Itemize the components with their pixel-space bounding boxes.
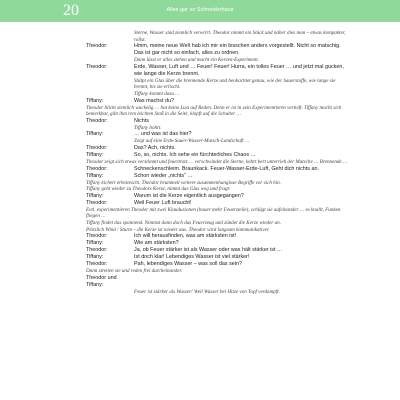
stage-direction: Plötzlich Wind / Sturm – die Kerze ist wieder aus. Theodor wird langsam kommunikativer. (86, 226, 270, 233)
stage-direction: Tiffany findet das spannend. Nimmst dann doch das Feuerzeug und zündet die Kerze wieder an. (86, 219, 281, 226)
stage-direction: Tiffany kommt dazu … (134, 90, 180, 97)
dialogue-line (86, 64, 348, 78)
dialogue-line (86, 247, 348, 254)
dialogue-line (86, 275, 348, 289)
speech-text: Wie am stärksten? (134, 240, 179, 247)
dialogue-line (86, 145, 348, 152)
page-header-band (0, 0, 400, 22)
speaker-name: Theodor: (86, 247, 108, 254)
speaker-name: Theodor: (86, 199, 108, 206)
stage-direction: Evtl. experimentieren Theodor mit zwei Klaudusionen (bauer mehr Feuersteile), schlägt sie aufeinander … es knallt, Funken fliegen … (86, 206, 341, 220)
stage-direction: Theodor zeigt sich etwas verstimmt und feuertrotz … verschwindet die Sterne, kehrt bert unterrieh der Matsche … Brennende … (86, 158, 348, 165)
dialogue-line (86, 43, 348, 57)
speech-text: Erde, Wasser, Luft und … Feuer! Feuer! Hurra, ein tolles Feuer … und jetzt mal gucken, wie lange die Kerze brennt. (134, 63, 344, 77)
speaker-name: Theodor: (86, 261, 108, 268)
speech-text: … und was ist das hier? (134, 131, 192, 138)
speaker-name: Tiffany: (86, 97, 104, 104)
stage-direction: Tiffany bohrt. (134, 124, 162, 131)
speaker-name: Theodor: (86, 144, 108, 151)
speech-text: Nichts (134, 117, 149, 124)
script-body (86, 30, 348, 295)
dialogue-line (86, 240, 348, 247)
speaker-name: Theodor: (86, 165, 108, 172)
stage-direction: Stülpt ein Glas über die brennende Kerze und beobachtet genau, wie der Sauerstoffe, wie lange sie brennt, bis sie erlischt. (134, 77, 336, 91)
speech-text: So, so, nichts. Ich sehe ein fürchterliches Chaos … (134, 151, 256, 158)
speech-text: Warum ist die Kerze eigentlich ausgegangen? (134, 192, 244, 199)
speech-text: Schneckenschleim. Braunkack. Feuer-Wasser-Erde-Luft, Geht dich nichts an. (134, 165, 319, 172)
speaker-name: Theodor: (86, 63, 108, 70)
speaker-name: Tiffany: (86, 240, 104, 247)
stage-direction: Dann streiten sie und reden frei durcheinander. (86, 268, 183, 275)
speech-text: Was machst du? (134, 97, 174, 104)
speech-text: Schon wieder „nichts“ … (134, 172, 193, 179)
dialogue-line (86, 173, 348, 180)
dialogue-line (86, 193, 348, 200)
dialogue-line (86, 118, 348, 125)
dialogue-line (86, 233, 348, 240)
speaker-name: Tiffany: (86, 254, 104, 261)
speaker-name: Theodor: (86, 43, 108, 50)
speech-text: Pah, lebendiges Wasser – was soll das sein? (134, 261, 242, 268)
stage-direction: Dann lässt er alles stehen und macht ein Kerzen-Experiment. (134, 57, 259, 64)
dialogue-line (86, 166, 348, 173)
speaker-name: Theodor: (86, 233, 108, 240)
speaker-name: Tiffany: (86, 131, 104, 138)
speech-text: Ja, ob Feuer stärker ist als Wasser oder was hält stärker ist … (134, 247, 283, 254)
speech-text: Ich will herausfinden, was am stärksten ist! (134, 233, 237, 240)
stage-direction: Theodor blickt ziemlich wackelig … hat keine Lust auf Reden. Denn er ist in sein Experimentieren vertieft. Tiffany macht sich bemerkbar, gibt ihm rem leichten Stoß in die Seite, klopft auf die Schulter … (86, 104, 342, 118)
stage-direction: Feuer ist stärker als Wasser! Weil Wasser bei Hitze von Topf verdampft. (134, 288, 280, 295)
speaker-name: Tiffany: (86, 151, 104, 158)
speech-text: Hmm, meine neue Welt hab ich mir ein bisschen anders vorgestellt. Nicht so matschig. Das ist gar nicht so einfach, alles zu ordnen. (134, 43, 341, 57)
speech-text: Weil Feuer Luft braucht! (134, 199, 192, 206)
dialogue-line (86, 152, 348, 159)
dialogue-line (86, 200, 348, 207)
speaker-name: Theodor und Tiffany: (86, 274, 117, 288)
stage-direction: Zeigt auf eine Erde-Sauer-Wasser-Matsch-Landschaft … (134, 138, 250, 145)
speech-text: Ist doch klar! Lebendiges Wasser ist viel stärker! (134, 254, 250, 261)
stage-direction: Sterne, Wasser sind ziemlich verwirrt. Theodor nimmt ein Stück und näher dies man – etwas kompakter, rollst. (134, 30, 346, 43)
speaker-name: Tiffany: (86, 192, 104, 199)
speech-text: Das? Ach, nichts. (134, 144, 176, 151)
speaker-name: Theodor: (86, 117, 108, 124)
dialogue-line (86, 254, 348, 261)
speech-text (134, 275, 348, 289)
page-number: 20 (63, 2, 79, 19)
speaker-name: Tiffany: (86, 172, 104, 179)
stage-direction: Tiffany geht wieder zu Theodors Kerze, nimmt das Glas weg und fragt: (86, 186, 231, 193)
stage-direction: Tiffany kichert erheitescht. Theodor brummelt weitere zusammenhanglose Begriffe vor sich hin. (86, 179, 281, 186)
running-header-title: Alles gar so Schneiderhaus (166, 7, 234, 13)
dialogue-line (86, 98, 348, 105)
